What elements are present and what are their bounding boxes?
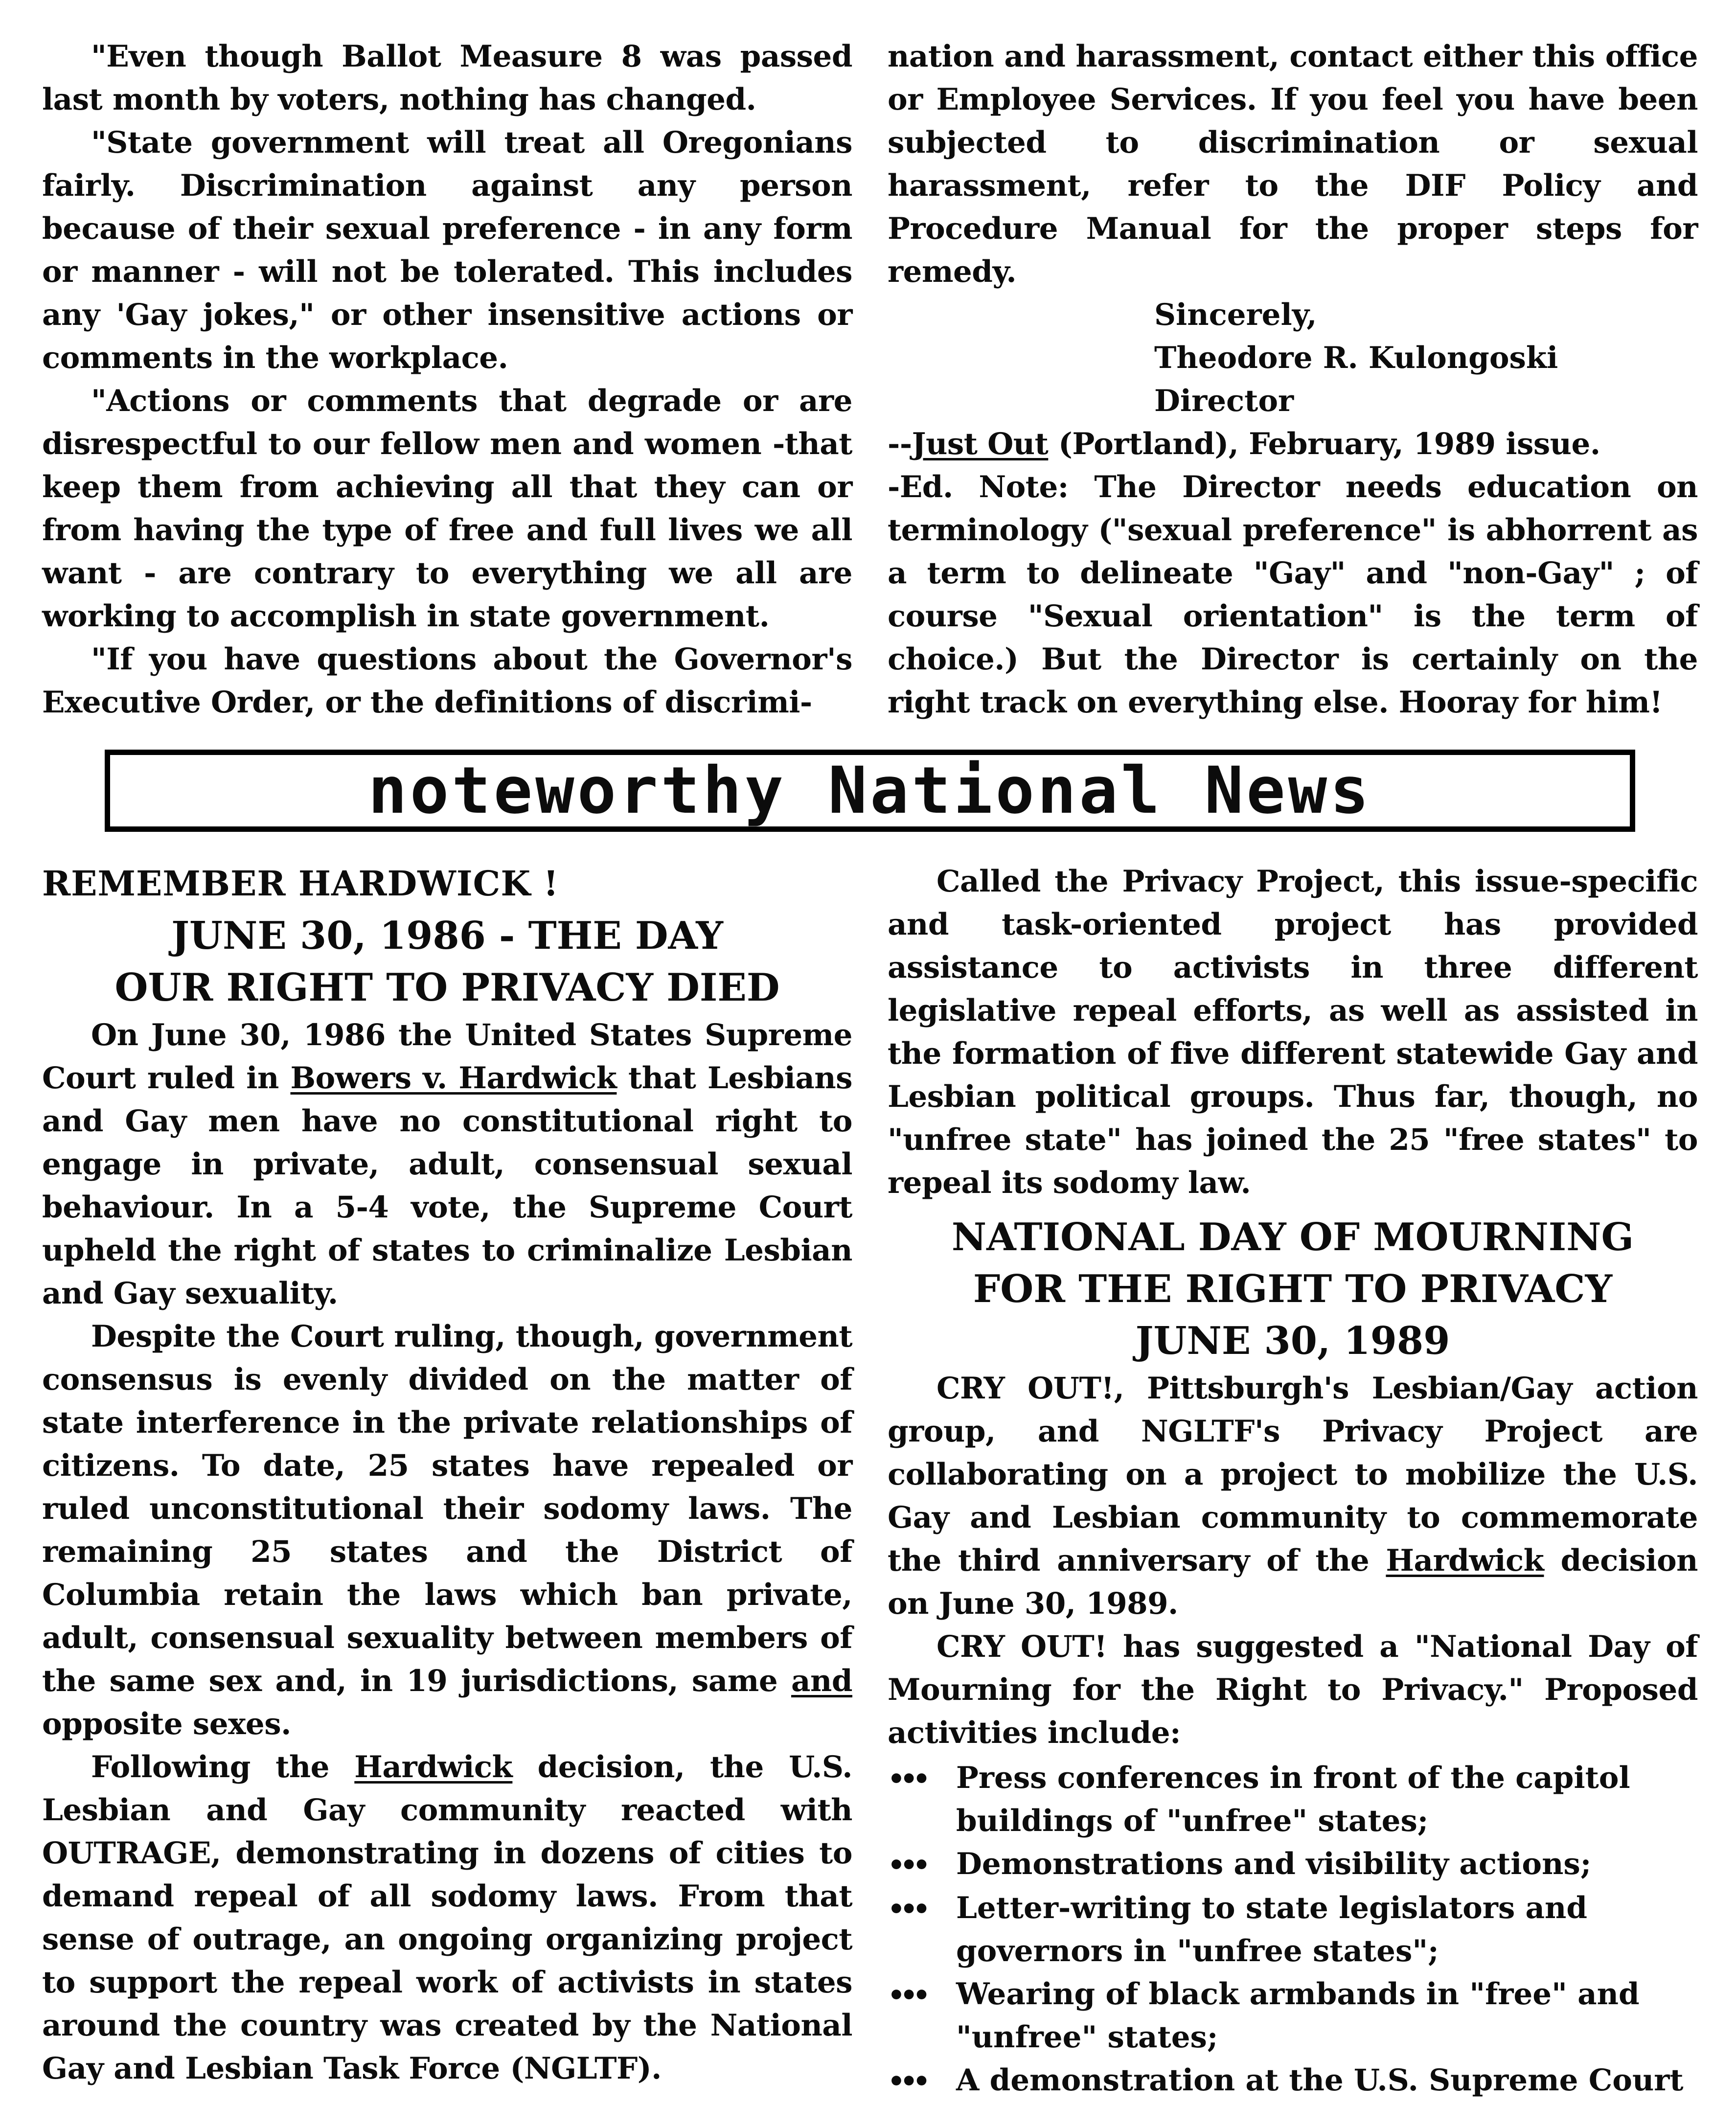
bullet-icon: •••: [888, 1849, 926, 1881]
bullet-icon: •••: [888, 1979, 926, 2012]
bottom-right-column: [888, 860, 1698, 2103]
citation-dashes: --: [888, 427, 912, 461]
list-item-text: Letter-writing to state legislators and governors in "unfree states";: [956, 1891, 1588, 1968]
paragraph-cry-out-collaboration: [888, 1367, 1698, 1625]
top-left-column: [42, 35, 852, 724]
citation-source: Just Out: [912, 427, 1049, 461]
paragraph-proposed-activities: CRY OUT! has suggested a "National Day of Mourning for the Right to Privacy." Proposed activities include:: [888, 1629, 1698, 1750]
signature-block: [888, 294, 1698, 423]
list-item: [888, 1973, 1698, 2059]
underlined-word: Hardwick: [354, 1750, 513, 1785]
mourning-heading-line2: FOR THE RIGHT TO PRIVACY: [973, 1267, 1613, 1311]
list-item-text: Demonstrations and visibility actions;: [956, 1847, 1592, 1881]
citation-line: [888, 423, 1698, 466]
bullet-icon: •••: [888, 2065, 926, 2098]
text-segment: On June 30, 1986 the United States Supreme Court ruled in: [42, 1018, 852, 1096]
text-segment: decision on June 30, 1989.: [888, 1543, 1698, 1621]
underlined-word: and: [791, 1664, 852, 1698]
article-subheading-line1: JUNE 30, 1986 - THE DAY: [171, 914, 723, 958]
paragraph-community-outrage: [42, 1746, 852, 2090]
text-segment: CRY OUT!, Pittsburgh's Lesbian/Gay action group, and NGLTF's Privacy Project are collaborating on a project to mobilize the U.S. Gay and Lesbian community to commemorate the third anniversary of the: [888, 1371, 1698, 1578]
mourning-heading-line1: NATIONAL DAY OF MOURNING: [951, 1215, 1634, 1259]
section-banner: [105, 750, 1635, 832]
text-segment: Following the: [91, 1750, 355, 1785]
paragraph-supreme-court-ruling: [42, 1014, 852, 1315]
text-segment: decision, the U.S. Lesbian and Gay community reacted with OUTRAGE, demonstrating in dozens of cities to demand repeal of all sodomy laws. From that sense of outrage, an ongoing organizing project to support the repeal work of activists in states around the country was created by the National Gay and Lesbian Task Force (NGLTF).: [42, 1750, 853, 2086]
paragraph-questions: "If you have questions about the Governor's Executive Order, or the definitions of discrimi-: [42, 642, 852, 720]
paragraph-ballot-measure: "Even though Ballot Measure 8 was passed last month by voters, nothing has changed.: [42, 39, 852, 117]
paragraph-privacy-project: Called the Privacy Project, this issue-specific and task-oriented project has provided assistance to activists in three different legislative repeal efforts, as well as assisted in the formation of five different statewide Gay and Lesbian political groups. Thus far, though, no "unfree state" has joined the 25 "free states" to repeal its sodomy law.: [888, 864, 1698, 1200]
bottom-section: [42, 860, 1698, 2103]
paragraph-state-consensus: [42, 1315, 852, 1746]
list-item-text: A demonstration at the U.S. Supreme Court: [956, 2063, 1684, 2098]
activity-list: [888, 1757, 1698, 2103]
paragraph-harassment-contact: nation and harassment, contact either this office or Employee Services. If you feel you have been subjected to discrimination or sexual harassment, refer to the DIF Policy and Procedure Manual for the proper steps for remedy.: [888, 39, 1698, 289]
list-item: [888, 1757, 1698, 1843]
bullet-icon: •••: [888, 1763, 926, 1795]
article-subheading-line2: OUR RIGHT TO PRIVACY DIED: [114, 965, 780, 1010]
editor-note: -Ed. Note: The Director needs education on terminology ("sexual preference" is abhorrent as a term to delineate "Gay" and "non-Gay" ; of course "Sexual orientation" is the term of choice.) But the Director is certainly on the right track on everything else. Hooray for him!: [888, 470, 1698, 720]
mourning-heading-line3: JUNE 30, 1989: [1135, 1319, 1450, 1363]
top-section: [42, 35, 1698, 724]
article-heading-remember-hardwick: REMEMBER HARDWICK !: [42, 863, 559, 904]
bottom-left-column: [42, 860, 852, 2103]
case-citation: Bowers v. Hardwick: [290, 1061, 617, 1096]
list-item: [888, 1887, 1698, 1973]
top-right-column: [888, 35, 1698, 724]
bullet-icon: •••: [888, 1893, 926, 1925]
list-item-text: Press conferences in front of the capitol buildings of "unfree" states;: [956, 1761, 1630, 1838]
citation-detail: (Portland), February, 1989 issue.: [1048, 427, 1600, 461]
text-segment: opposite sexes.: [42, 1707, 291, 1741]
paragraph-actions-comments: "Actions or comments that degrade or are disrespectful to our fellow men and women -that keep them from achieving all that they can or from having the type of free and full lives we all want - are contrary to everything we all are working to accomplish in state government.: [42, 384, 852, 634]
paragraph-state-government: "State government will treat all Oregonians fairly. Discrimination against any person because of their sexual preference - in any form or manner - will not be tolerated. This includes any 'Gay jokes," or other insensitive actions or comments in the workplace.: [42, 125, 852, 375]
signature-title: Director: [1154, 384, 1294, 418]
text-segment: Despite the Court ruling, though, government consensus is evenly divided on the matter of state interference in the private relationships of citizens. To date, 25 states have repealed or ruled unconstitutional their sodomy laws. The remaining 25 states and the District of Columbia retain the laws which ban private, adult, consensual sexuality between members of the same sex and, in 19 jurisdictions, same: [42, 1319, 852, 1698]
signature-name: Theodore R. Kulongoski: [1154, 341, 1558, 375]
list-item: [888, 2059, 1698, 2103]
banner-title: noteworthy National News: [368, 753, 1372, 828]
list-item: [888, 1843, 1698, 1887]
signature-closing: Sincerely,: [1154, 297, 1317, 332]
text-segment: that Lesbians and Gay men have no constitutional right to engage in private, adult, consensual sexual behaviour. In a 5-4 vote, the Supreme Court upheld the right of states to criminalize Lesbian and Gay sexuality.: [42, 1061, 853, 1311]
list-item-text: Wearing of black armbands in "free" and "unfree" states;: [956, 1977, 1640, 2055]
underlined-word: Hardwick: [1386, 1543, 1544, 1578]
